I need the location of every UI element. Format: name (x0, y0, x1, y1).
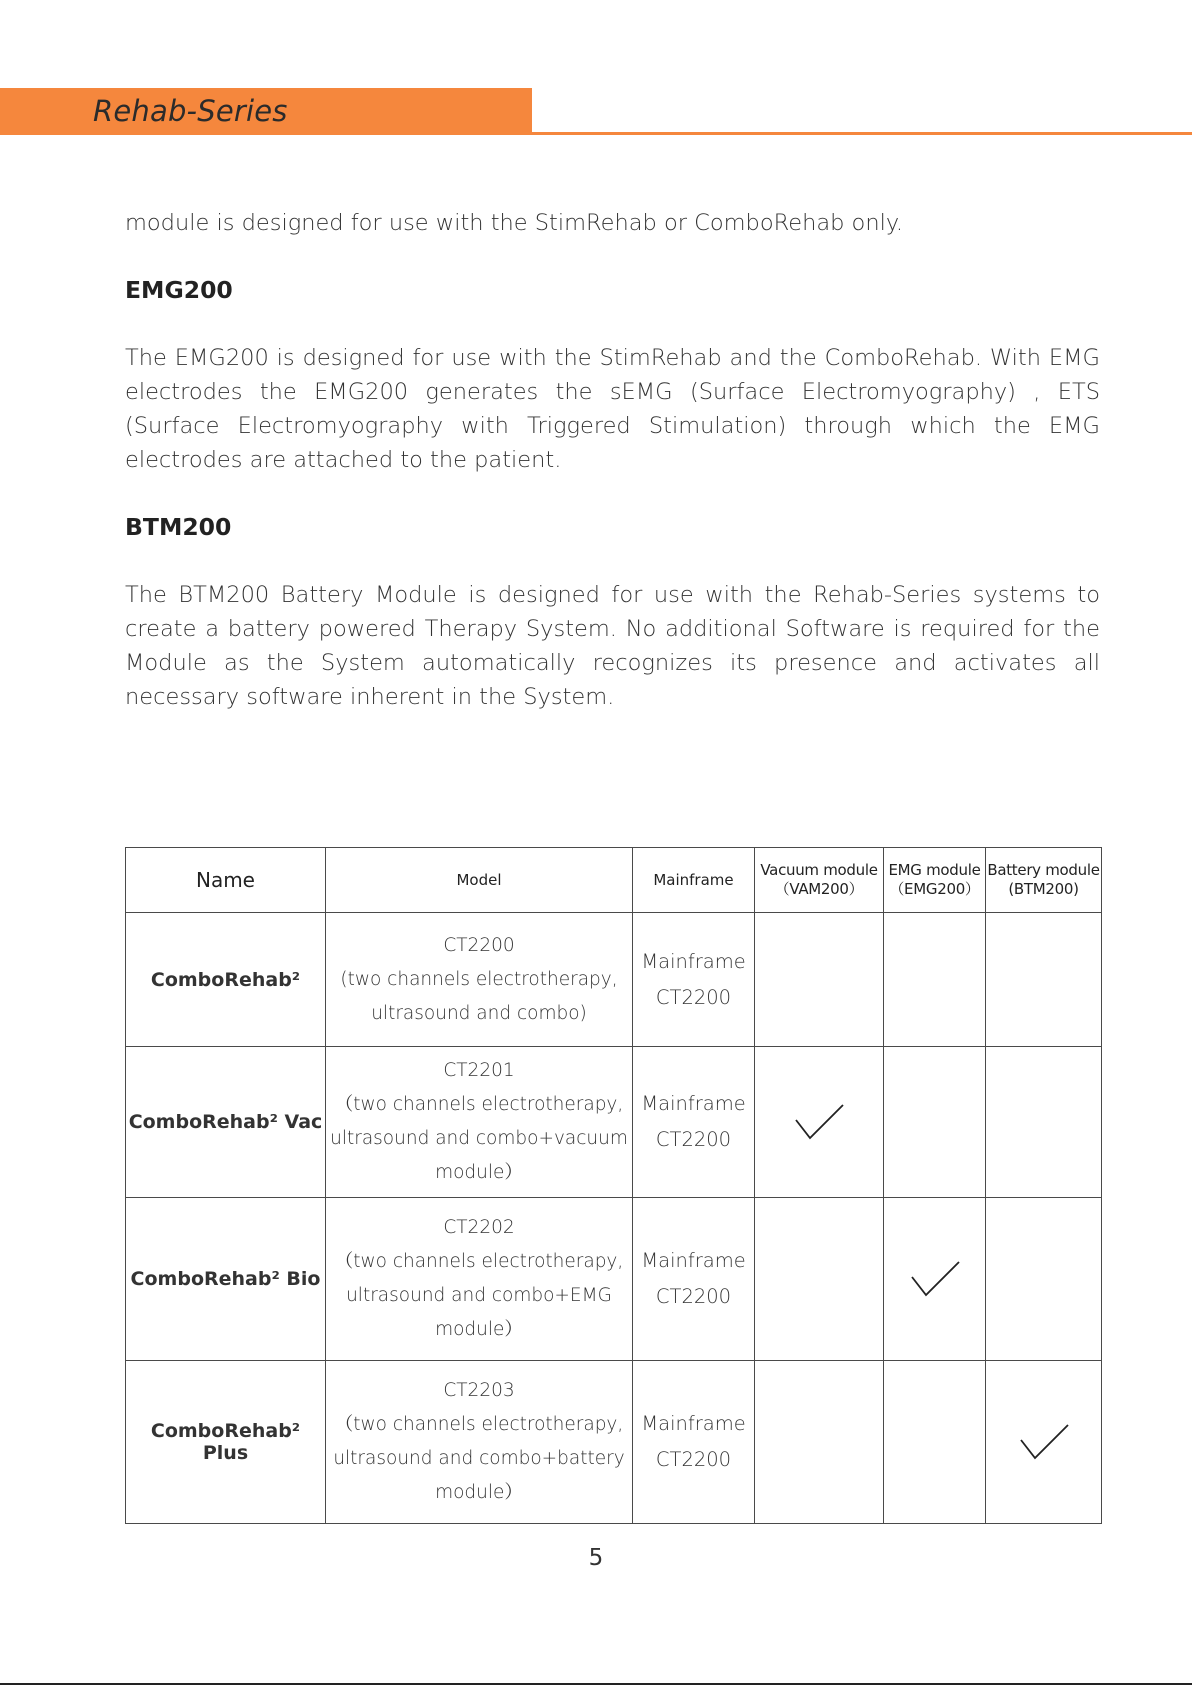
model-line: （two channels electrotherapy, (334, 1414, 624, 1435)
header-rule (532, 132, 1192, 135)
table-header-row (126, 848, 1102, 913)
checkmark-icon (1018, 1422, 1070, 1462)
model-line: CT2201 (443, 1060, 515, 1081)
model-line: CT2203 (443, 1380, 515, 1401)
header-battery-module: Battery module (BTM200) (986, 848, 1102, 913)
model-line: ultrasound and combo+vacuum (330, 1128, 628, 1149)
cell-product-name: ComboRehab² Plus (126, 1361, 326, 1524)
cell-emg-module (884, 1047, 986, 1198)
cell-mainframe (633, 913, 755, 1047)
cell-vacuum-module (755, 1047, 884, 1198)
header-vacuum-module: Vacuum module （VAM200） (755, 848, 884, 913)
table-row (126, 1361, 1102, 1524)
cell-model (326, 913, 633, 1047)
model-line: ultrasound and combo+battery (333, 1448, 625, 1469)
cell-battery-module (986, 913, 1102, 1047)
model-line: CT2200 (443, 934, 515, 956)
model-comparison-table (125, 847, 1102, 1524)
checkmark-icon (793, 1102, 845, 1142)
header-model: Model (326, 848, 633, 913)
cell-mainframe (633, 1361, 755, 1524)
model-line: （two channels electrotherapy, (334, 1251, 624, 1272)
cell-mainframe (633, 1047, 755, 1198)
table-row (126, 1047, 1102, 1198)
table-row (126, 1198, 1102, 1361)
cell-battery-module (986, 1361, 1102, 1524)
model-line: module） (435, 1482, 523, 1503)
model-line: （two channels electrotherapy, (334, 1094, 624, 1115)
model-line: ultrasound and combo+EMG (346, 1285, 612, 1306)
cell-product-name: ComboRehab² Vac (126, 1047, 326, 1198)
mainframe-model: CT2200 (655, 1285, 732, 1308)
cell-model (326, 1361, 633, 1524)
page-header-title: Rehab-Series (93, 94, 288, 128)
cell-vacuum-module (755, 1198, 884, 1361)
mainframe-model: CT2200 (655, 985, 732, 1009)
header-mainframe: Mainframe (633, 848, 755, 913)
section-heading-emg: EMG200 (125, 276, 233, 304)
cell-model (326, 1198, 633, 1361)
cell-emg-module (884, 1361, 986, 1524)
mainframe-model: CT2200 (655, 1128, 732, 1151)
model-line: module） (435, 1319, 523, 1340)
table-row (126, 913, 1102, 1047)
header-emg-module: EMG module （EMG200） (884, 848, 986, 913)
model-line: (two channels electrotherapy, (340, 968, 618, 990)
checkmark-icon (909, 1259, 961, 1299)
mainframe-label: Mainframe (641, 949, 746, 973)
cell-model (326, 1047, 633, 1198)
page-number: 5 (588, 1545, 604, 1571)
cell-mainframe (633, 1198, 755, 1361)
mainframe-label: Mainframe (641, 1412, 746, 1435)
model-line: module） (435, 1162, 523, 1183)
mainframe-label: Mainframe (641, 1249, 746, 1272)
intro-paragraph: module is designed for use with the StimRehab or ComboRehab only. (125, 210, 904, 236)
cell-vacuum-module (755, 1361, 884, 1524)
cell-vacuum-module (755, 913, 884, 1047)
mainframe-model: CT2200 (655, 1448, 732, 1471)
model-line: ultrasound and combo) (371, 1002, 587, 1024)
cell-product-name: ComboRehab² (126, 913, 326, 1047)
cell-battery-module (986, 1047, 1102, 1198)
cell-product-name: ComboRehab² Bio (126, 1198, 326, 1361)
section-paragraph-emg: The EMG200 is designed for use with the StimRehab and the ComboRehab. With EMG electrodes the EMG200 generates the sEMG (Surface Electromyography) , ETS (Surface Electromyography with Triggered Stimulation) through which the EMG electrodes are attached to the patient. (125, 345, 1100, 473)
section-heading-btm: BTM200 (125, 513, 232, 541)
header-name: Name (126, 848, 326, 913)
model-line: CT2202 (443, 1217, 515, 1238)
mainframe-label: Mainframe (641, 1092, 746, 1115)
cell-emg-module (884, 1198, 986, 1361)
cell-battery-module (986, 1198, 1102, 1361)
section-paragraph-btm: The BTM200 Battery Module is designed for use with the Rehab-Series systems to create a battery powered Therapy System. No additional Software is required for the Module as the System automatically recognizes its presence and activates all necessary software inherent in the System. (125, 582, 1100, 710)
cell-emg-module (884, 913, 986, 1047)
